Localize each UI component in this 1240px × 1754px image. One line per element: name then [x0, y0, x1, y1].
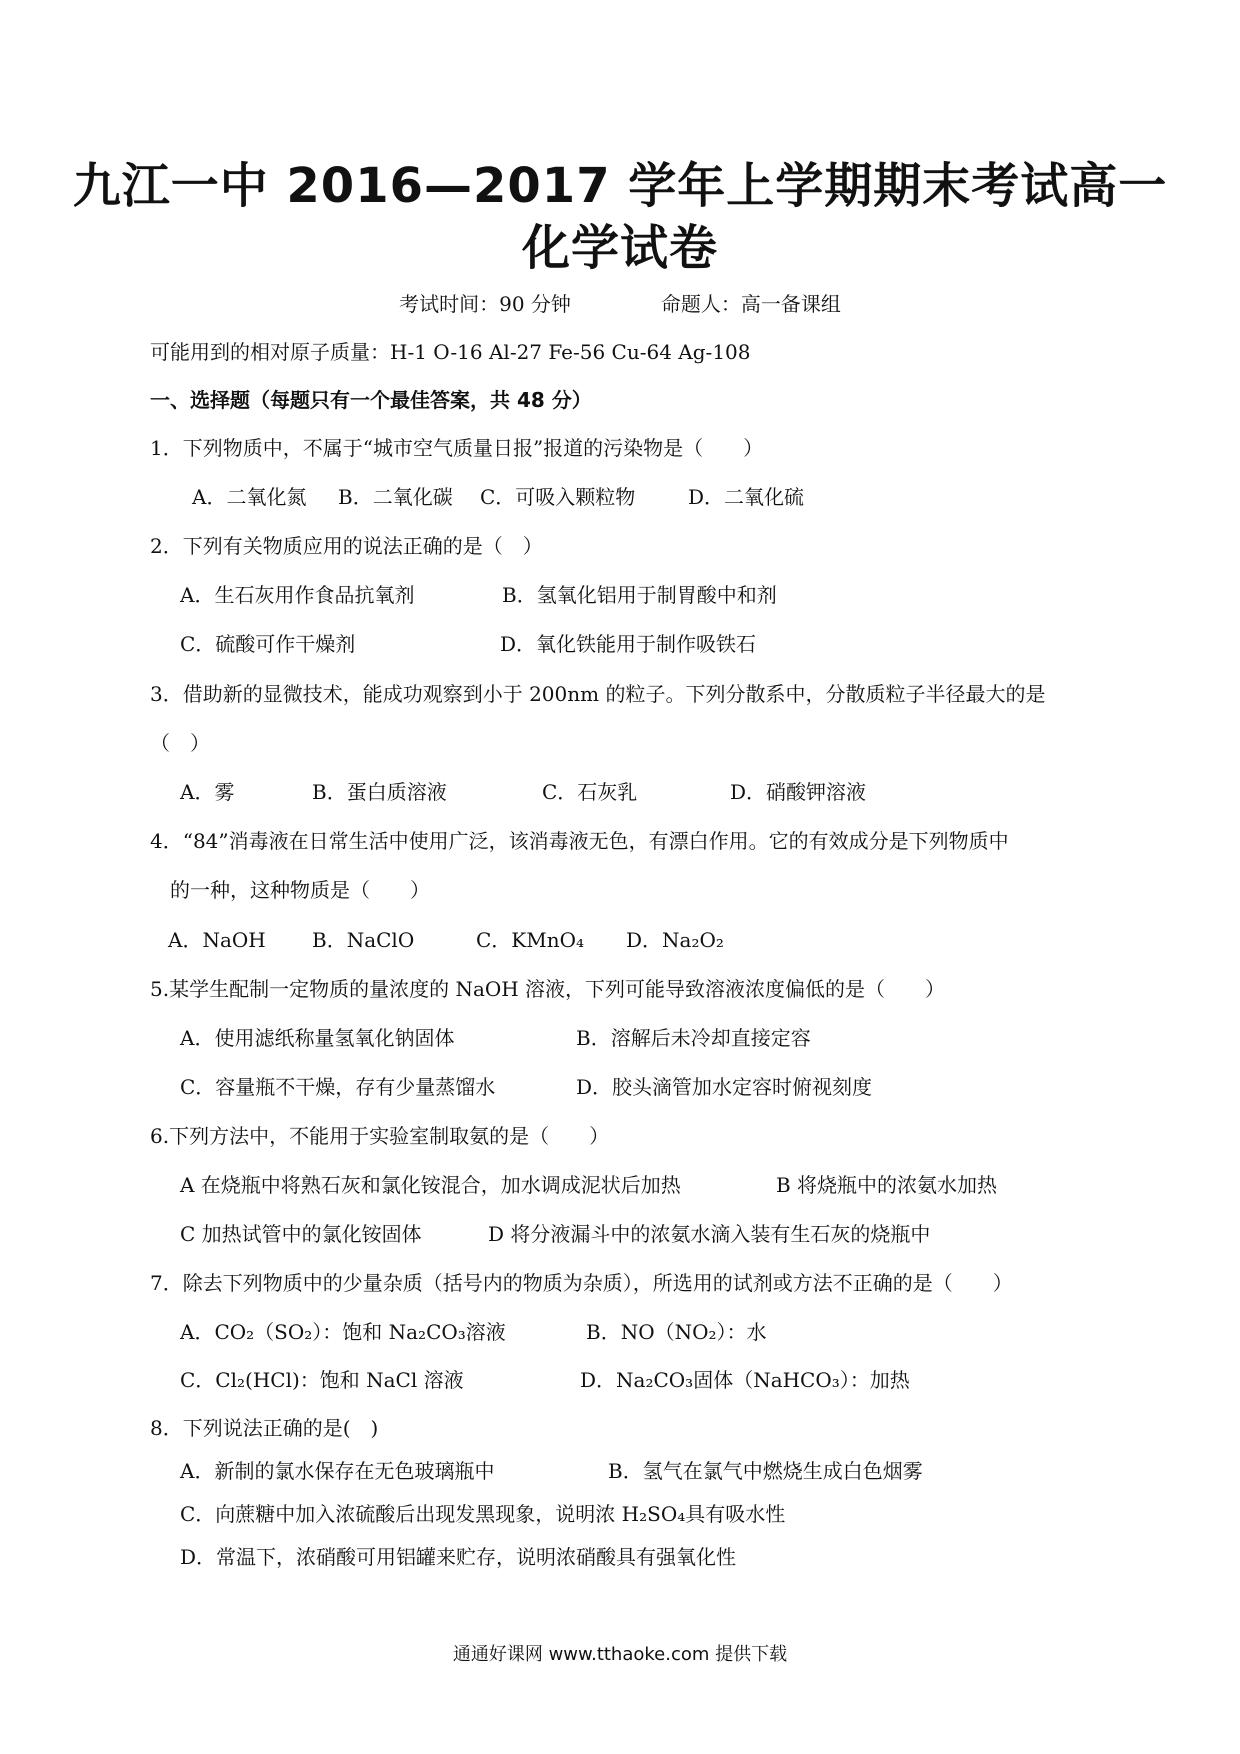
q5-option-c: C．容量瓶不干燥，存有少量蒸馏水: [180, 1075, 496, 1099]
question-1-stem: 1．下列物质中，不属于“城市空气质量日报”报道的污染物是（ ）: [150, 436, 764, 460]
exam-time: 考试时间：90 分钟: [399, 292, 571, 316]
q8-option-b: B．氢气在氯气中燃烧生成白色烟雾: [608, 1459, 923, 1483]
q1-option-d: D．二氧化硫: [688, 485, 805, 509]
question-3-stem: 3．借助新的显微技术，能成功观察到小于 200nm 的粒子。下列分散系中，分散质粒子半径最大的是: [150, 682, 1046, 706]
q4-option-a: A．NaOH: [168, 928, 266, 952]
q4-option-c: C．KMnO₄: [476, 928, 585, 952]
question-2-stem: 2．下列有关物质应用的说法正确的是（ ）: [150, 534, 543, 558]
section-title: 一、选择题（每题只有一个最佳答案，共 48 分）: [150, 388, 592, 412]
q3-option-b: B．蛋白质溶液: [312, 780, 447, 804]
q5-option-b: B．溶解后未冷却直接定容: [576, 1026, 811, 1050]
question-3-stem-cont: （ ）: [150, 731, 210, 755]
q3-option-c: C．石灰乳: [542, 780, 638, 804]
q2-option-b: B．氢氧化铝用于制胃酸中和剂: [502, 583, 777, 607]
q2-option-c: C．硫酸可作干燥剂: [180, 632, 356, 656]
q2-option-d: D．氧化铁能用于制作吸铁石: [500, 632, 757, 656]
question-8-stem: 8．下列说法正确的是( ): [150, 1416, 379, 1440]
question-7-stem: 7．除去下列物质中的少量杂质（括号内的物质为杂质），所选用的试剂或方法不正确的是（ ）: [150, 1271, 1013, 1295]
q8-option-c: C．向蔗糖中加入浓硫酸后出现发黑现象，说明浓 H₂SO₄具有吸水性: [180, 1502, 786, 1526]
exam-meta: [0, 290, 1240, 318]
q6-option-a: A 在烧瓶中将熟石灰和氯化铵混合，加水调成泥状后加热: [180, 1173, 681, 1197]
q8-option-a: A．新制的氯水保存在无色玻璃瓶中: [180, 1459, 495, 1483]
q5-option-a: A．使用滤纸称量氢氧化钠固体: [180, 1026, 455, 1050]
question-5-stem: 5.某学生配制一定物质的量浓度的 NaOH 溶液，下列可能导致溶液浓度偏低的是（ ）: [150, 977, 946, 1001]
q6-option-d: D 将分液漏斗中的浓氨水滴入装有生石灰的烧瓶中: [488, 1222, 931, 1246]
exam-title-line1: 九江一中 2016—2017 学年上学期期末考试高一: [72, 158, 1168, 214]
q1-option-c: C．可吸入颗粒物: [480, 485, 636, 509]
question-4-stem-cont: 的一种，这种物质是（ ）: [170, 878, 430, 902]
q4-option-d: D．Na₂O₂: [626, 928, 724, 952]
q3-option-d: D．硝酸钾溶液: [730, 780, 867, 804]
exam-title-line2: 化学试卷: [521, 220, 718, 276]
q2-option-a: A．生石灰用作食品抗氧剂: [180, 583, 415, 607]
q7-option-b: B．NO（NO₂）：水: [586, 1320, 767, 1344]
question-4-stem: 4．“84”消毒液在日常生活中使用广泛，该消毒液无色，有漂白作用。它的有效成分是下列物质中: [150, 829, 1009, 853]
q3-option-a: A．雾: [180, 780, 235, 804]
atomic-masses: 可能用到的相对原子质量：H-1 O-16 Al-27 Fe-56 Cu-64 Ag-108: [150, 340, 751, 364]
page-footer: 通通好课网 www.tthaoke.com 提供下载: [452, 1644, 788, 1665]
question-6-stem: 6.下列方法中，不能用于实验室制取氨的是（ ）: [150, 1124, 610, 1148]
q7-option-c: C．Cl₂(HCl)：饱和 NaCl 溶液: [180, 1368, 464, 1392]
q8-option-d: D．常温下，浓硝酸可用铝罐来贮存，说明浓硝酸具有强氧化性: [180, 1545, 737, 1569]
q6-option-b: B 将烧瓶中的浓氨水加热: [776, 1173, 998, 1197]
q7-option-a: A．CO₂（SO₂）：饱和 Na₂CO₃溶液: [180, 1320, 506, 1344]
q1-option-b: B．二氧化碳: [338, 485, 453, 509]
q5-option-d: D．胶头滴管加水定容时俯视刻度: [576, 1075, 873, 1099]
q7-option-d: D．Na₂CO₃固体（NaHCO₃）：加热: [580, 1368, 910, 1392]
q4-option-b: B．NaClO: [312, 928, 415, 952]
exam-author: 命题人：高一备课组: [660, 292, 841, 316]
q1-option-a: A．二氧化氮: [192, 485, 307, 509]
q6-option-c: C 加热试管中的氯化铵固体: [180, 1222, 422, 1246]
